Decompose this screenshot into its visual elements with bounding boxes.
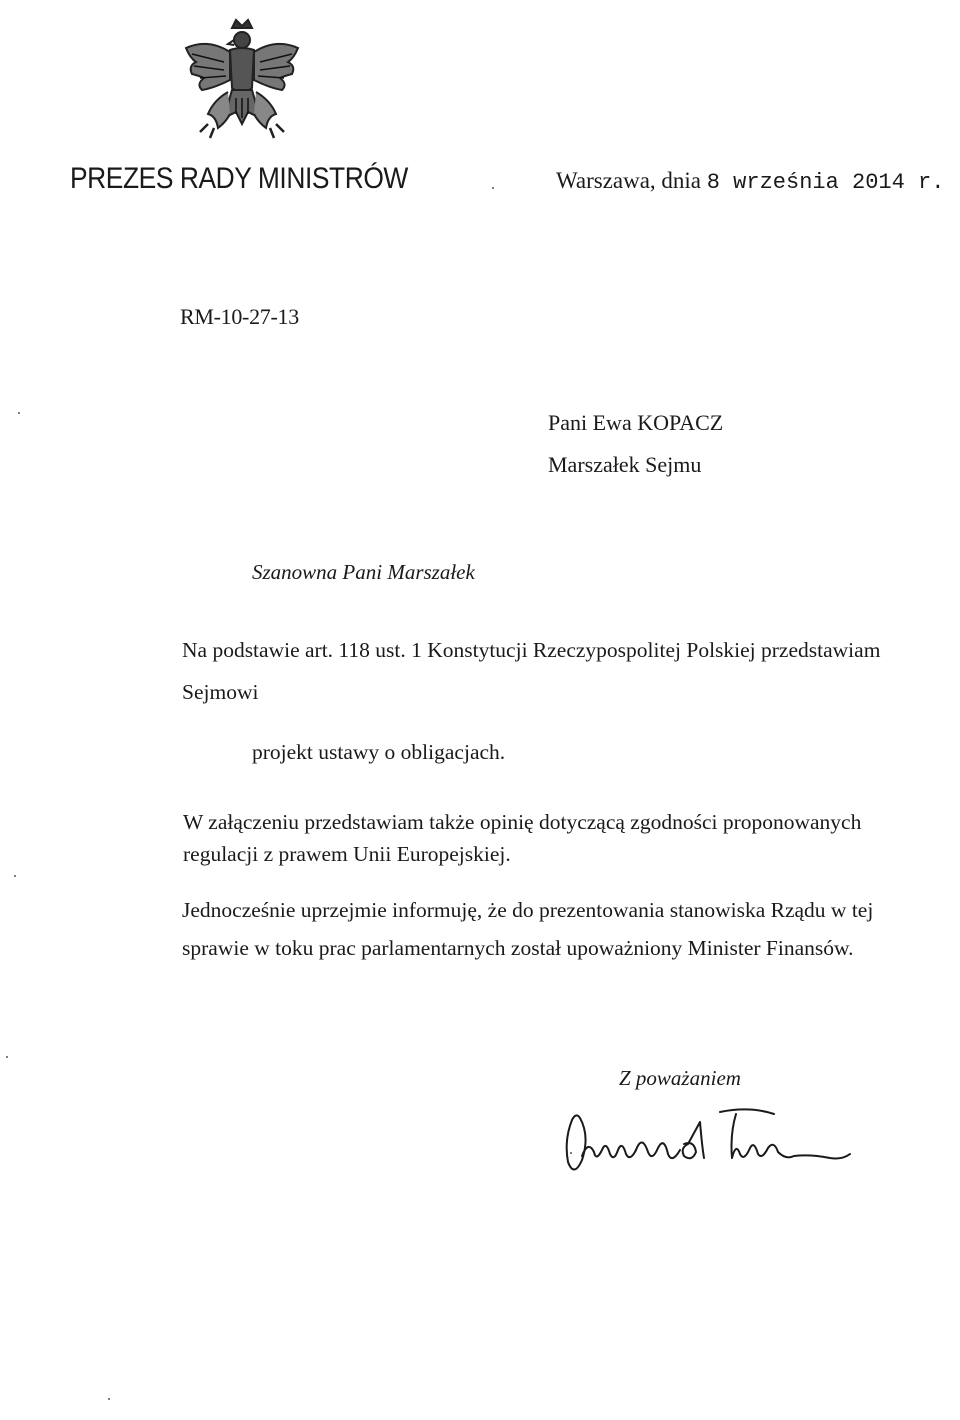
project-title: projekt ustawy o obligacjach. bbox=[252, 740, 506, 764]
scan-speck bbox=[18, 412, 20, 414]
paragraph-2-line-2: regulacji z prawem Unii Europejskiej. bbox=[183, 842, 511, 866]
paragraph-2-line-1: W załączeniu przedstawiam także opinię dotyczącą zgodności proponowanych bbox=[183, 810, 862, 834]
paragraph-1-line-1: Na podstawie art. 118 ust. 1 Konstytucji Rzeczypospolitej Polskiej przedstawiam bbox=[182, 638, 881, 662]
scan-speck bbox=[14, 875, 16, 877]
scan-speck bbox=[6, 1056, 8, 1058]
date-typed: 8 września 2014 r. bbox=[706, 170, 945, 195]
office-title: PREZES RADY MINISTRÓW bbox=[70, 162, 408, 195]
letter-date bbox=[556, 168, 944, 195]
polish-eagle-emblem-icon bbox=[178, 18, 306, 148]
reference-number: RM-10-27-13 bbox=[180, 304, 299, 329]
closing-phrase: Z poważaniem bbox=[619, 1066, 741, 1090]
scan-speck bbox=[108, 1398, 110, 1400]
recipient-role: Marszałek Sejmu bbox=[548, 452, 702, 477]
paragraph-3-line-1: Jednocześnie uprzejmie informuję, że do prezentowania stanowiska Rządu w tej bbox=[182, 898, 874, 922]
recipient-name: Pani Ewa KOPACZ bbox=[548, 410, 724, 435]
salutation: Szanowna Pani Marszałek bbox=[252, 560, 475, 584]
paragraph-1-line-2: Sejmowi bbox=[182, 680, 259, 704]
date-prefix: Warszawa, dnia bbox=[556, 168, 702, 193]
handwritten-signature bbox=[560, 1100, 860, 1190]
scan-speck bbox=[570, 1152, 572, 1154]
scan-speck bbox=[492, 187, 494, 189]
paragraph-3-line-2: sprawie w toku prac parlamentarnych został upoważniony Minister Finansów. bbox=[182, 936, 854, 960]
